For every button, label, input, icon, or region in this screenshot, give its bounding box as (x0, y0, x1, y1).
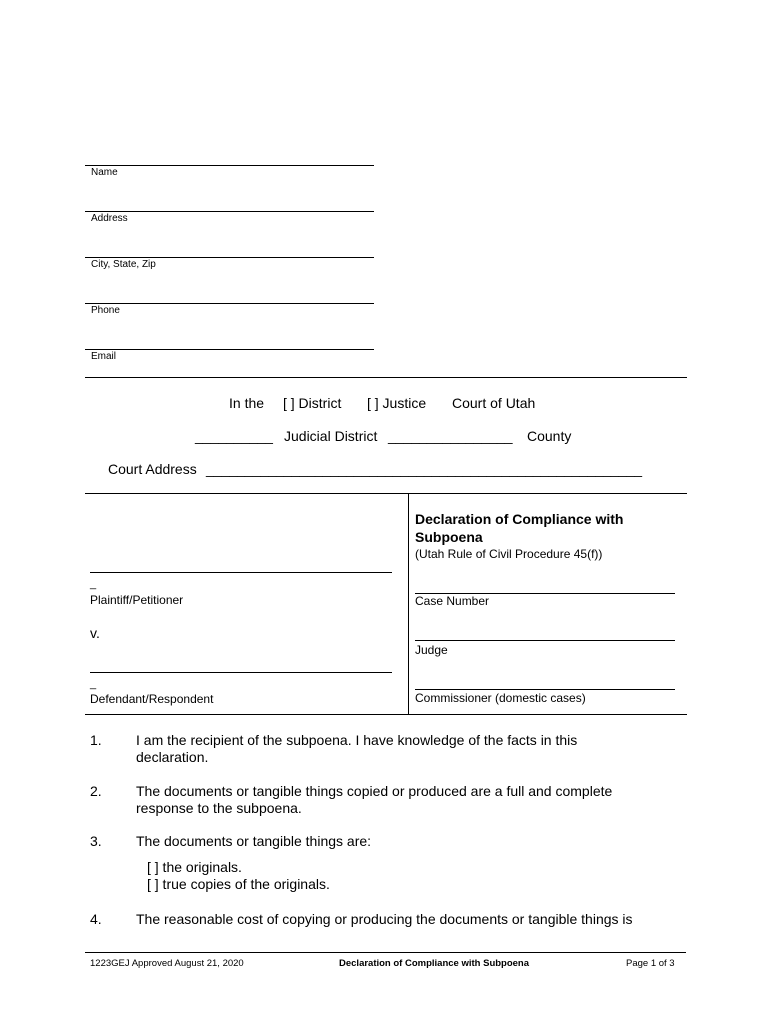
item-2-line1: The documents or tangible things copied or produced are a full and complete (136, 783, 613, 799)
commissioner-line[interactable] (415, 689, 675, 690)
name-line (85, 165, 374, 166)
county-text: County (527, 428, 572, 444)
city-state-zip-label: City, State, Zip (91, 259, 156, 270)
item-3-options (147, 859, 330, 893)
versus-text: v. (90, 625, 100, 641)
phone-label: Phone (91, 305, 120, 316)
address-label: Address (91, 213, 128, 224)
footer-form-id: 1223GEJ Approved August 21, 2020 (90, 958, 244, 969)
defendant-underscore: _ (90, 678, 97, 690)
footer-page-number: Page 1 of 3 (626, 958, 675, 969)
item-1-line1: I am the recipient of the subpoena. I have knowledge of the facts in this (136, 732, 578, 748)
name-label: Name (91, 167, 118, 178)
item-2-text (136, 783, 612, 817)
court-top-rule (85, 377, 687, 378)
judge-line[interactable] (415, 640, 675, 641)
item-4-text (136, 911, 633, 928)
document-title-line2: Subpoena (415, 529, 483, 545)
caption-divider (408, 493, 409, 714)
commissioner-label: Commissioner (domestic cases) (415, 691, 586, 705)
footer-rule (85, 952, 686, 953)
item-2-line2: response to the subpoena. (136, 800, 302, 816)
item-1-text (136, 732, 577, 766)
item-1-line2: declaration. (136, 749, 209, 765)
document-title-line1: Declaration of Compliance with (415, 511, 624, 527)
court-address-label: Court Address (108, 461, 197, 477)
judicial-district-text: Judicial District (284, 428, 378, 444)
defendant-line (90, 672, 392, 673)
document-title (415, 510, 623, 546)
item-2-number: 2. (90, 783, 102, 799)
justice-checkbox[interactable]: [ ] Justice (367, 395, 427, 411)
case-number-label: Case Number (415, 594, 490, 608)
city-state-zip-line (85, 257, 374, 258)
defendant-label: Defendant/Respondent (90, 692, 214, 706)
item-4-number: 4. (90, 911, 102, 927)
county-blank[interactable]: ________________ (388, 428, 513, 444)
item-3-text (136, 833, 371, 850)
caption-bottom-rule (85, 714, 687, 715)
district-checkbox[interactable]: [ ] District (283, 395, 342, 411)
item-4-line1: The reasonable cost of copying or producing the documents or tangible things is (136, 911, 633, 927)
plaintiff-underscore: _ (90, 578, 97, 590)
item-3-number: 3. (90, 833, 102, 849)
address-line (85, 211, 374, 212)
court-address-blank[interactable]: ________________________________________________________ (206, 461, 643, 477)
footer-title: Declaration of Compliance with Subpoena (339, 958, 530, 969)
rule-reference: (Utah Rule of Civil Procedure 45(f)) (415, 547, 603, 561)
caption-top-rule (85, 493, 687, 494)
originals-checkbox[interactable]: [ ] the originals. (147, 859, 242, 875)
judge-label: Judge (415, 643, 448, 657)
judicial-district-blank[interactable]: __________ (195, 428, 273, 444)
true-copies-checkbox[interactable]: [ ] true copies of the originals. (147, 876, 330, 892)
plaintiff-line (90, 572, 392, 573)
item-1-number: 1. (90, 732, 102, 748)
email-label: Email (91, 351, 117, 362)
plaintiff-label: Plaintiff/Petitioner (90, 593, 184, 607)
in-the-text: In the (229, 395, 265, 411)
court-of-utah-text: Court of Utah (452, 395, 536, 411)
email-line (85, 349, 374, 350)
phone-line (85, 303, 374, 304)
item-3-line1: The documents or tangible things are: (136, 833, 372, 849)
